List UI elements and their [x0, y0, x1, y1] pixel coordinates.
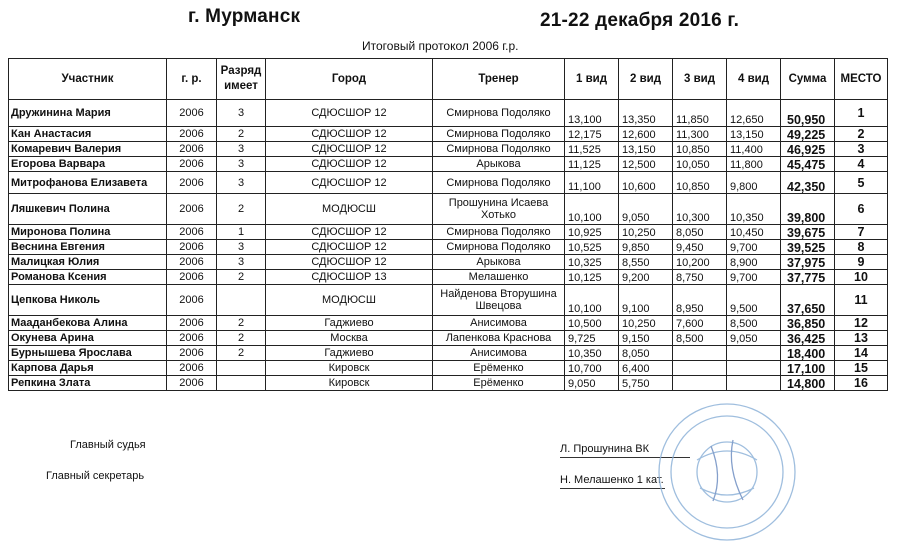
event-2-score: 12,500: [619, 157, 673, 172]
coach: Арыкова: [433, 157, 565, 172]
coach: Смирнова Подоляко: [433, 172, 565, 194]
event-3-score: 10,850: [673, 142, 727, 157]
event-1-score: 13,100: [565, 100, 619, 127]
event-1-score: 10,100: [565, 285, 619, 316]
table-row: [9, 172, 888, 194]
city-title: г. Мурманск: [188, 6, 301, 27]
col-coach-header: Тренер: [433, 59, 565, 100]
event-3-score: [673, 376, 727, 391]
chief-judge-label: Главный судья: [70, 439, 146, 451]
participant-name: Малицкая Юлия: [9, 255, 167, 270]
results-body: [9, 100, 888, 391]
event-3-score: [673, 346, 727, 361]
table-row: [9, 240, 888, 255]
event-4-score: 10,450: [727, 225, 781, 240]
place: 3: [835, 142, 888, 157]
participant-name: Репкина Злата: [9, 376, 167, 391]
city: Кировск: [266, 376, 433, 391]
birth-year: 2006: [167, 100, 217, 127]
rank: [217, 285, 266, 316]
event-4-score: 8,500: [727, 316, 781, 331]
birth-year: 2006: [167, 316, 217, 331]
birth-year: 2006: [167, 346, 217, 361]
city: СДЮСШОР 12: [266, 100, 433, 127]
event-3-score: 10,300: [673, 194, 727, 225]
table-row: [9, 331, 888, 346]
participant-name: Окунева Арина: [9, 331, 167, 346]
event-2-score: 6,400: [619, 361, 673, 376]
event-2-score: 13,350: [619, 100, 673, 127]
city: Гаджиево: [266, 346, 433, 361]
protocol-subtitle: Итоговый протокол 2006 г.р.: [362, 39, 519, 53]
place: 8: [835, 240, 888, 255]
table-row: [9, 376, 888, 391]
rank: 3: [217, 240, 266, 255]
city: СДЮСШОР 12: [266, 255, 433, 270]
coach: Смирнова Подоляко: [433, 240, 565, 255]
chief-secretary-name: Н. Мелашенко 1 кат.: [560, 474, 664, 486]
total-score: 39,800: [781, 194, 835, 225]
total-score: 37,650: [781, 285, 835, 316]
place: 12: [835, 316, 888, 331]
table-row: [9, 194, 888, 225]
col-event-3-header: 3 вид: [673, 59, 727, 100]
event-1-score: 11,125: [565, 157, 619, 172]
place: 10: [835, 270, 888, 285]
city: СДЮСШОР 13: [266, 270, 433, 285]
event-4-score: [727, 346, 781, 361]
total-score: 39,525: [781, 240, 835, 255]
event-4-score: 9,700: [727, 240, 781, 255]
event-1-score: 9,050: [565, 376, 619, 391]
rank: 3: [217, 172, 266, 194]
place: 4: [835, 157, 888, 172]
birth-year: 2006: [167, 127, 217, 142]
rank: 1: [217, 225, 266, 240]
total-score: 37,975: [781, 255, 835, 270]
total-score: 36,425: [781, 331, 835, 346]
participant-name: Миронова Полина: [9, 225, 167, 240]
birth-year: 2006: [167, 194, 217, 225]
participant-name: Романова Ксения: [9, 270, 167, 285]
col-participant-header: Участник: [9, 59, 167, 100]
event-4-score: 9,800: [727, 172, 781, 194]
results-table: [8, 58, 888, 391]
event-1-score: 10,500: [565, 316, 619, 331]
coach: Смирнова Подоляко: [433, 142, 565, 157]
birth-year: 2006: [167, 285, 217, 316]
event-3-score: 8,050: [673, 225, 727, 240]
participant-name: Митрофанова Елизавета: [9, 172, 167, 194]
event-2-score: 9,850: [619, 240, 673, 255]
place: 6: [835, 194, 888, 225]
event-2-score: 13,150: [619, 142, 673, 157]
rank: 3: [217, 157, 266, 172]
event-4-score: [727, 376, 781, 391]
event-4-score: [727, 361, 781, 376]
event-3-score: 8,500: [673, 331, 727, 346]
coach: Смирнова Подоляко: [433, 127, 565, 142]
event-4-score: 8,900: [727, 255, 781, 270]
event-4-score: 9,500: [727, 285, 781, 316]
rank: [217, 376, 266, 391]
event-2-score: 9,100: [619, 285, 673, 316]
participant-name: Цепкова Николь: [9, 285, 167, 316]
place: 16: [835, 376, 888, 391]
rank: 2: [217, 331, 266, 346]
place: 14: [835, 346, 888, 361]
coach: Лапенкова Краснова: [433, 331, 565, 346]
event-1-score: 10,100: [565, 194, 619, 225]
participant-name: Егорова Варвара: [9, 157, 167, 172]
event-1-score: 12,175: [565, 127, 619, 142]
table-row: [9, 100, 888, 127]
table-row: [9, 255, 888, 270]
birth-year: 2006: [167, 172, 217, 194]
event-1-score: 10,125: [565, 270, 619, 285]
event-2-score: 8,550: [619, 255, 673, 270]
event-4-score: 9,050: [727, 331, 781, 346]
participant-name: Мааданбекова Алина: [9, 316, 167, 331]
city: Кировск: [266, 361, 433, 376]
rank: 2: [217, 194, 266, 225]
event-2-score: 9,050: [619, 194, 673, 225]
coach: Анисимова: [433, 316, 565, 331]
total-score: 18,400: [781, 346, 835, 361]
coach: Мелашенко: [433, 270, 565, 285]
coach: Арыкова: [433, 255, 565, 270]
coach: Найденова Вторушина Швецова: [433, 285, 565, 316]
rank: 2: [217, 346, 266, 361]
event-1-score: 11,100: [565, 172, 619, 194]
event-3-score: 10,850: [673, 172, 727, 194]
place: 9: [835, 255, 888, 270]
coach: Прошунина Исаева Хотько: [433, 194, 565, 225]
event-3-score: 10,200: [673, 255, 727, 270]
city: СДЮСШОР 12: [266, 172, 433, 194]
participant-name: Дружинина Мария: [9, 100, 167, 127]
coach: Смирнова Подоляко: [433, 225, 565, 240]
table-row: [9, 142, 888, 157]
event-1-score: 9,725: [565, 331, 619, 346]
total-score: 14,800: [781, 376, 835, 391]
event-2-score: 9,200: [619, 270, 673, 285]
col-place-header: МЕСТО: [835, 59, 888, 100]
col-event-4-header: 4 вид: [727, 59, 781, 100]
rank: 2: [217, 127, 266, 142]
chief-secretary-label: Главный секретарь: [46, 470, 145, 482]
total-score: 45,475: [781, 157, 835, 172]
city: МОДЮСШ: [266, 285, 433, 316]
event-dates: 21-22 декабря 2016 г.: [540, 10, 740, 31]
rank: 2: [217, 316, 266, 331]
event-1-score: 10,925: [565, 225, 619, 240]
total-score: 37,775: [781, 270, 835, 285]
table-row: [9, 316, 888, 331]
birth-year: 2006: [167, 225, 217, 240]
birth-year: 2006: [167, 157, 217, 172]
total-score: 46,925: [781, 142, 835, 157]
event-1-score: 10,350: [565, 346, 619, 361]
event-4-score: 12,650: [727, 100, 781, 127]
birth-year: 2006: [167, 361, 217, 376]
birth-year: 2006: [167, 376, 217, 391]
place: 13: [835, 331, 888, 346]
total-score: 17,100: [781, 361, 835, 376]
rank: 2: [217, 270, 266, 285]
city: МОДЮСШ: [266, 194, 433, 225]
event-2-score: 10,250: [619, 225, 673, 240]
place: 15: [835, 361, 888, 376]
event-3-score: 11,300: [673, 127, 727, 142]
birth-year: 2006: [167, 255, 217, 270]
rank: 3: [217, 255, 266, 270]
event-2-score: 5,750: [619, 376, 673, 391]
city: Гаджиево: [266, 316, 433, 331]
event-1-score: 10,325: [565, 255, 619, 270]
participant-name: Карпова Дарья: [9, 361, 167, 376]
table-row: [9, 270, 888, 285]
table-row: [9, 157, 888, 172]
participant-name: Ляшкевич Полина: [9, 194, 167, 225]
rank: 3: [217, 142, 266, 157]
coach: Ерёменко: [433, 376, 565, 391]
official-seal-icon: [645, 400, 805, 550]
city: СДЮСШОР 12: [266, 142, 433, 157]
total-score: 36,850: [781, 316, 835, 331]
col-event-1-header: 1 вид: [565, 59, 619, 100]
participant-name: Бурнышева Ярослава: [9, 346, 167, 361]
participant-name: Веснина Евгения: [9, 240, 167, 255]
place: 11: [835, 285, 888, 316]
birth-year: 2006: [167, 240, 217, 255]
birth-year: 2006: [167, 142, 217, 157]
total-score: 42,350: [781, 172, 835, 194]
event-2-score: 10,600: [619, 172, 673, 194]
rank: [217, 361, 266, 376]
col-rank-header: Разряд имеет: [217, 59, 266, 100]
coach: Смирнова Подоляко: [433, 100, 565, 127]
event-3-score: 9,450: [673, 240, 727, 255]
event-3-score: 11,850: [673, 100, 727, 127]
coach: Ерёменко: [433, 361, 565, 376]
total-score: 49,225: [781, 127, 835, 142]
event-2-score: 10,250: [619, 316, 673, 331]
participant-name: Комаревич Валерия: [9, 142, 167, 157]
event-2-score: 12,600: [619, 127, 673, 142]
birth-year: 2006: [167, 331, 217, 346]
event-3-score: [673, 361, 727, 376]
city: СДЮСШОР 12: [266, 127, 433, 142]
event-1-score: 11,525: [565, 142, 619, 157]
col-event-2-header: 2 вид: [619, 59, 673, 100]
city: Москва: [266, 331, 433, 346]
place: 7: [835, 225, 888, 240]
place: 2: [835, 127, 888, 142]
event-4-score: 11,400: [727, 142, 781, 157]
event-2-score: 8,050: [619, 346, 673, 361]
total-score: 39,675: [781, 225, 835, 240]
event-3-score: 10,050: [673, 157, 727, 172]
birth-year: 2006: [167, 270, 217, 285]
col-total-header: Сумма: [781, 59, 835, 100]
event-3-score: 8,950: [673, 285, 727, 316]
event-4-score: 9,700: [727, 270, 781, 285]
event-1-score: 10,700: [565, 361, 619, 376]
place: 1: [835, 100, 888, 127]
coach: Анисимова: [433, 346, 565, 361]
rank: 3: [217, 100, 266, 127]
participant-name: Кан Анастасия: [9, 127, 167, 142]
table-row: [9, 361, 888, 376]
city: СДЮСШОР 12: [266, 225, 433, 240]
city: СДЮСШОР 12: [266, 157, 433, 172]
table-row: [9, 127, 888, 142]
event-3-score: 8,750: [673, 270, 727, 285]
col-birth-year-header: г. р.: [167, 59, 217, 100]
event-1-score: 10,525: [565, 240, 619, 255]
city: СДЮСШОР 12: [266, 240, 433, 255]
event-3-score: 7,600: [673, 316, 727, 331]
chief-judge-name: Л. Прошунина ВК: [560, 443, 650, 455]
total-score: 50,950: [781, 100, 835, 127]
table-row: [9, 225, 888, 240]
event-4-score: 10,350: [727, 194, 781, 225]
col-city-header: Город: [266, 59, 433, 100]
header-row: [9, 59, 888, 100]
event-4-score: 13,150: [727, 127, 781, 142]
table-row: [9, 285, 888, 316]
event-4-score: 11,800: [727, 157, 781, 172]
event-2-score: 9,150: [619, 331, 673, 346]
table-row: [9, 346, 888, 361]
place: 5: [835, 172, 888, 194]
